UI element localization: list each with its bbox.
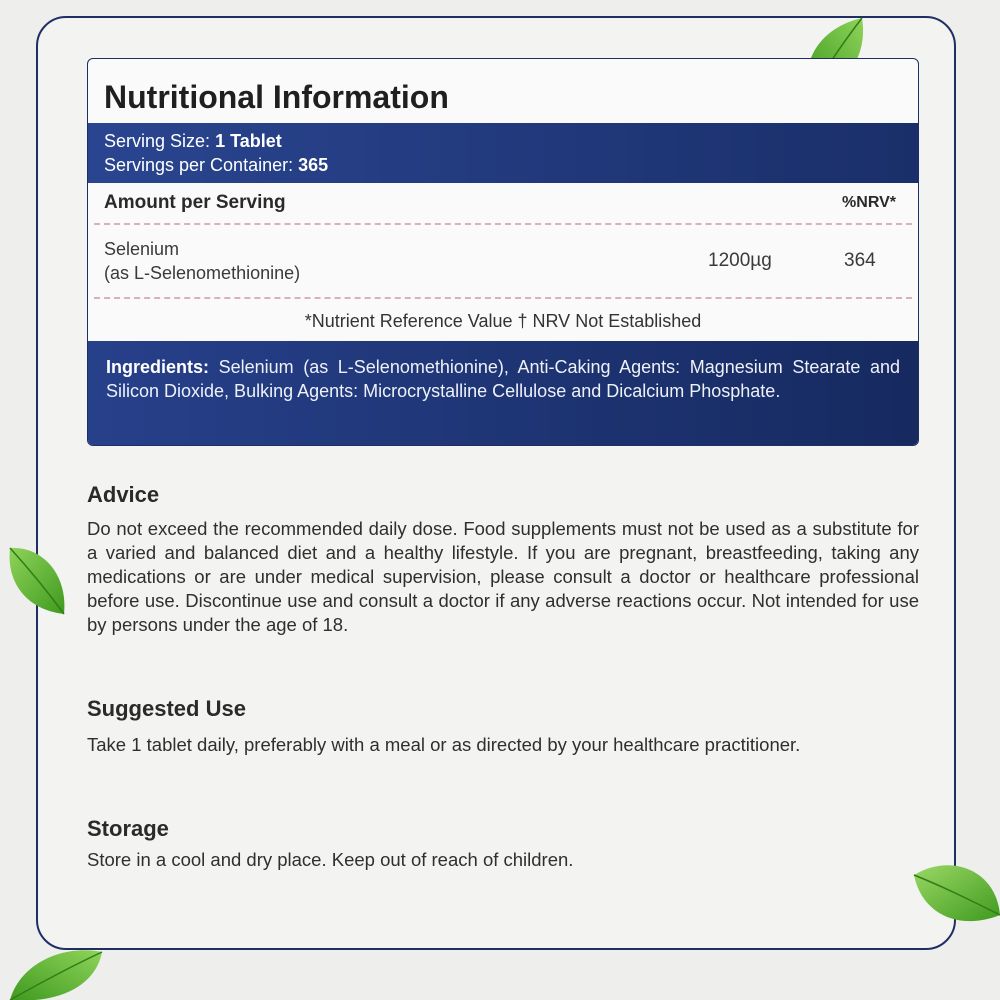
leaf-decoration-bottom-right — [910, 855, 1000, 935]
serving-size — [104, 129, 902, 153]
nutrition-title: Nutritional Information — [104, 79, 449, 115]
footnote-row — [88, 299, 918, 343]
advice-text: Do not exceed the recommended daily dose. Food supplements must not be used as a substitute for a varied and balanced diet and a healthy lifestyle. If you are pregnant, breastfeeding, taking any medications or are under medical supervision, please consult a doctor or healthcare professional before use. Discontinue use and consult a doctor if any adverse reactions occur. Not intended for use by persons under the age of 18. — [87, 518, 919, 635]
nutrition-panel — [87, 58, 919, 446]
suggested-use-section — [87, 696, 919, 757]
serving-band — [88, 123, 918, 183]
servings-per-container — [104, 153, 902, 177]
serving-size-value: 1 Tablet — [215, 131, 282, 151]
nutrient-form: (as L-Selenomethionine) — [104, 263, 301, 283]
advice-section — [87, 482, 919, 637]
leaf-decoration-left — [2, 540, 74, 618]
nutrient-name: Selenium — [104, 239, 180, 259]
amount-header: Amount per Serving — [104, 192, 286, 213]
ingredients-label: Ingredients: — [106, 357, 210, 377]
nutrient-amount: 1200µg — [708, 250, 772, 271]
serving-size-label: Serving Size: — [104, 131, 211, 151]
nrv-footnote: *Nutrient Reference Value † NRV Not Established — [304, 310, 702, 331]
storage-heading: Storage — [87, 816, 169, 841]
storage-section — [87, 816, 919, 872]
ingredients-text: Selenium (as L-Selenomethionine), Anti-Caking Agents: Magnesium Stearate and Silicon Dioxide, Bulking Agents: Microcrystalline Cellulose and Dicalcium Phosphate. — [106, 357, 900, 401]
table-row — [88, 225, 918, 297]
suggested-use-heading: Suggested Use — [87, 696, 246, 721]
nutrient-nrv: 364 — [844, 250, 876, 271]
leaf-decoration-bottom-left — [6, 944, 106, 1000]
servings-label: Servings per Container: — [104, 155, 294, 175]
ingredients-band — [88, 341, 918, 445]
storage-text: Store in a cool and dry place. Keep out of reach of children. — [87, 849, 574, 870]
servings-value: 365 — [298, 155, 329, 175]
table-header-row — [88, 183, 918, 223]
nrv-header: %NRV* — [842, 194, 896, 211]
advice-heading: Advice — [87, 482, 160, 507]
suggested-use-text: Take 1 tablet daily, preferably with a meal or as directed by your healthcare practitioner. — [87, 734, 801, 755]
